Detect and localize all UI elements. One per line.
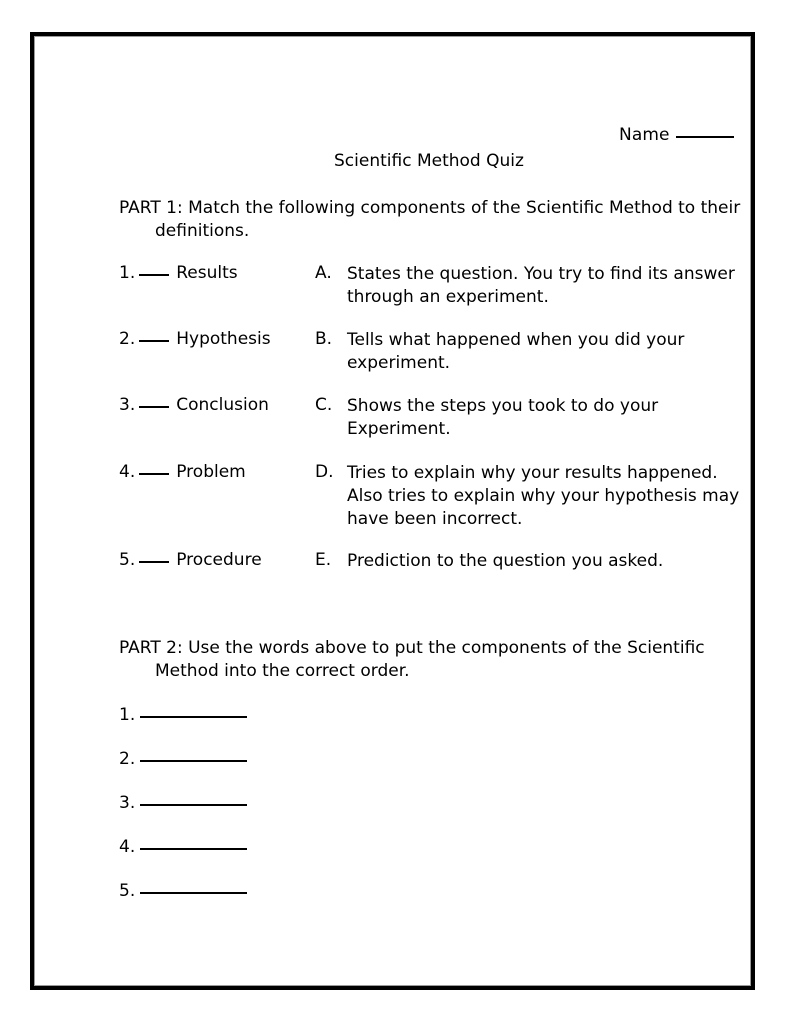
- part2-heading: [119, 637, 750, 683]
- order-row: [119, 881, 247, 901]
- order-row-number: 1.: [119, 705, 136, 725]
- match-term-answer-blank[interactable]: [139, 406, 169, 408]
- part1-heading-line2: definitions.: [155, 221, 250, 241]
- match-term-number: 4.: [119, 462, 136, 482]
- page-border-frame: [30, 32, 755, 990]
- order-row-number: 3.: [119, 793, 136, 813]
- definition-text: [347, 329, 684, 375]
- definition-line: Shows the steps you took to do your: [347, 396, 659, 416]
- definition-line: Experiment.: [347, 419, 451, 439]
- definition-text: [347, 263, 735, 309]
- match-term-number: 2.: [119, 329, 136, 349]
- definition-text: [347, 550, 663, 573]
- order-row-answer-blank[interactable]: [140, 760, 247, 762]
- document-content-area: [35, 37, 750, 985]
- definition-letter: C.: [315, 395, 333, 415]
- definition-line: Tries to explain why your results happened.: [347, 463, 718, 483]
- order-row-answer-blank[interactable]: [140, 892, 247, 894]
- part1-heading: [119, 197, 750, 243]
- match-term-row: [119, 550, 262, 570]
- order-row: [119, 749, 247, 769]
- order-row: [119, 793, 247, 813]
- match-term-row: [119, 263, 238, 283]
- order-row: [119, 837, 247, 857]
- definition-line: through an experiment.: [347, 287, 549, 307]
- name-input-blank[interactable]: [676, 136, 734, 138]
- match-term-label: Hypothesis: [176, 329, 271, 349]
- match-term-row: [119, 395, 269, 415]
- order-row-answer-blank[interactable]: [140, 716, 247, 718]
- match-term-label: Problem: [176, 462, 246, 482]
- definition-line: States the question. You try to find its answer: [347, 264, 735, 284]
- order-row: [119, 705, 247, 725]
- definition-line: have been incorrect.: [347, 509, 523, 529]
- page-border-inner: [34, 36, 751, 986]
- definition-letter: E.: [315, 550, 332, 570]
- definition-letter: B.: [315, 329, 333, 349]
- match-term-label: Conclusion: [176, 395, 269, 415]
- order-row-answer-blank[interactable]: [140, 848, 247, 850]
- definition-line: experiment.: [347, 353, 451, 373]
- name-field-row: [619, 125, 734, 145]
- match-term-row: [119, 329, 271, 349]
- order-row-answer-blank[interactable]: [140, 804, 247, 806]
- definition-text: [347, 462, 739, 531]
- match-term-label: Results: [176, 263, 238, 283]
- definition-line: Tells what happened when you did your: [347, 330, 685, 350]
- order-row-number: 4.: [119, 837, 136, 857]
- match-term-answer-blank[interactable]: [139, 340, 169, 342]
- definition-line: Also tries to explain why your hypothesis may: [347, 486, 740, 506]
- page-title: Scientific Method Quiz: [334, 151, 524, 171]
- definition-letter: D.: [315, 462, 334, 482]
- part1-heading-line1: PART 1: Match the following components of the Scientific Method to their: [119, 198, 741, 218]
- order-row-number: 5.: [119, 881, 136, 901]
- definition-line: Prediction to the question you asked.: [347, 551, 664, 571]
- match-term-answer-blank[interactable]: [139, 274, 169, 276]
- match-term-number: 1.: [119, 263, 136, 283]
- order-row-number: 2.: [119, 749, 136, 769]
- match-term-label: Procedure: [176, 550, 262, 570]
- match-term-answer-blank[interactable]: [139, 561, 169, 563]
- match-term-row: [119, 462, 246, 482]
- match-term-number: 3.: [119, 395, 136, 415]
- name-label: Name: [619, 125, 670, 145]
- match-term-number: 5.: [119, 550, 136, 570]
- match-term-answer-blank[interactable]: [139, 473, 169, 475]
- definition-letter: A.: [315, 263, 332, 283]
- definition-text: [347, 395, 658, 441]
- part2-heading-line1: PART 2: Use the words above to put the components of the Scientific: [119, 638, 705, 658]
- part2-heading-line2: Method into the correct order.: [155, 661, 410, 681]
